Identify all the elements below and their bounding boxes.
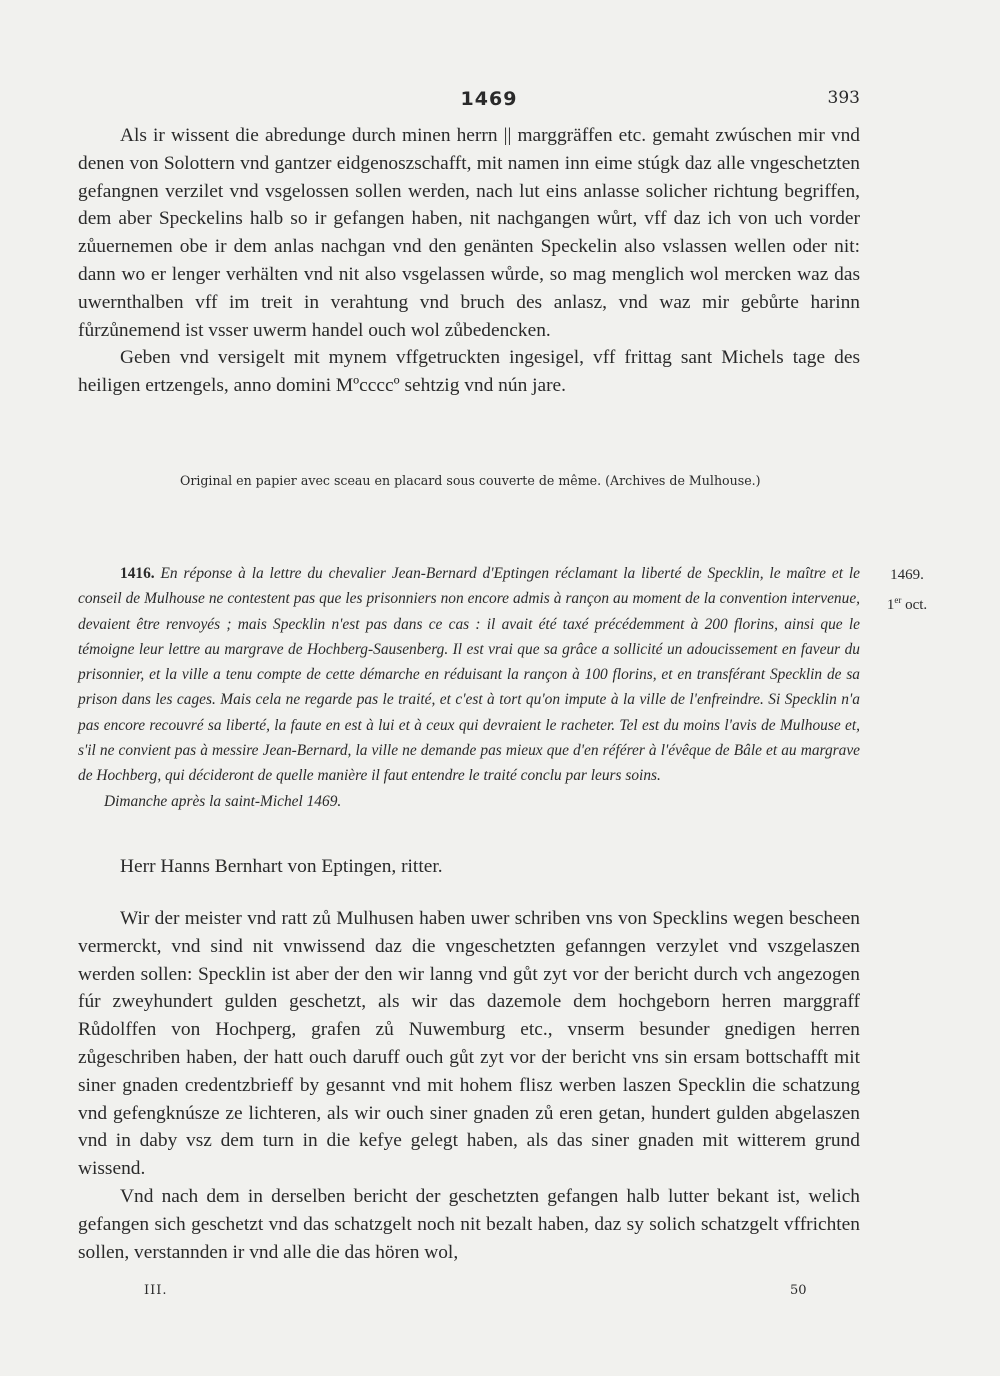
letter-2-paragraph: Vnd nach dem in derselben bericht der geschetzten gefangen halb lutter bekant ist, welich gefangen sich geschetzt vnd das schatzgelt noch nit bezalt haben, daz sy solich schatzgelt vffrichten sollen, verstannden ir vnd alle die das hören wol, bbox=[78, 1185, 860, 1263]
letter-2-paragraph: Wir der meister vnd ratt zů Mulhusen haben uwer schriben vns von Specklins wegen bescheen vermerckt, vnd sind nit vnwissend daz die vngeschetzten gefanngen verzylet vnd vszgelaszen werden sollen: Specklin ist aber der den wir lanng vnd gůt zyt vor der bericht durch vch angezogen fúr zweyhundert gulden geschetzt, als wir das dazemole dem hochgeborn herren marggraff Růdolffen von Hochperg, grafen zů Nuwemburg etc., vnserm besunder gnedigen herren zůgeschriben haben, der hatt ouch daruff ouch gůt zyt vor der bericht vns sin ersam bottschafft mit siner gnaden credentzbrieff by gesannt vnd mit hohem flisz werben laszen Specklin die schatzung vnd gefengknúsze ze lichteren, als wir ouch siner gnaden zů eren getan, hundert gulden abgelaszen vnd in daby vsz dem turn in die kefye gelegt haben, als das siner gnaden mit witterem grund wissend. bbox=[78, 908, 860, 1180]
header-year: 1469 bbox=[460, 88, 518, 110]
margin-year: 1469. bbox=[890, 567, 924, 583]
volume-mark: III. bbox=[144, 1283, 168, 1298]
letter-1-body bbox=[78, 122, 860, 400]
document-number: 1416. bbox=[120, 565, 155, 582]
letter-1-paragraph: Geben vnd versigelt mit mynem vffgetruckten ingesigel, vff frittag sant Michels tage des heiligen ertzengels, anno domini Mºccccº sehtzig vnd nún jare. bbox=[78, 347, 860, 397]
margin-day-suffix: er bbox=[894, 595, 902, 605]
summary-date-line: Dimanche après la saint-Michel 1469. bbox=[104, 792, 342, 810]
page-number: 393 bbox=[827, 88, 860, 108]
source-note: Original en papier avec sceau en placard sous couverte de même. (Archives de Mulhouse.) bbox=[180, 473, 761, 488]
signature-mark: 50 bbox=[790, 1283, 807, 1298]
running-header bbox=[118, 86, 860, 116]
summary-text: En réponse à la lettre du chevalier Jean-Bernard d'Eptingen réclamant la liberté de Specklin, le maître et le conseil de Mulhouse ne contestent pas que les prisonniers non encore admis à rançon au moment de la convention intervenue, devaient être renvoyés ; mais Specklin n'est pas dans ce cas : il avait été taxé précédemment à 200 florins, ainsi que le témoigne leur lettre au margrave de Hochberg-Sausenberg. Il est vrai que sa grâce a sollicité un adoucissement en faveur du prisonnier, et la ville a tenu compte de cette démarche en réduisant la rançon à 100 florins, et en transférant Specklin de sa prison dans les cages. Mais cela ne regarde pas le traité, et c'est à tort qu'on impute à la ville de l'enfreindre. Si Specklin n'a pas encore recouvré sa liberté, la faute en est à lui et à ceux qui devraient le racheter. Tel est du moins l'avis de Mulhouse et, s'il ne convient pas à messire Jean-Bernard, la ville ne demande pas mieux que d'en référer à l'évêque de Bâle et au margrave de Hochberg, qui décideront de quelle manière il faut entendre le traité conclu par leurs soins. bbox=[78, 565, 860, 785]
margin-month: oct. bbox=[905, 597, 928, 613]
summary-paragraph bbox=[78, 561, 860, 789]
margin-day-month bbox=[872, 588, 942, 618]
document-summary bbox=[78, 561, 860, 814]
letter-2-body bbox=[78, 905, 860, 1266]
letter-1-paragraph: Als ir wissent die abredunge durch minen herrn || marggräffen etc. gemaht zwúschen mir vnd denen von Solottern vnd gantzer eidgenoszschafft, mit namen inn eime stúgk daz alle vngeschetzten gefangnen verzilet vnd vsgelossen sollen werden, nach lut eins anlasse solicher richtung begriffen, dem aber Speckelins halb so ir gefangen haben, nit nachgangen wůrt, vff daz ich von uch vorder zůuernemen obe ir dem anlas nachgan vnd den genänten Speckelin also vslassen wellen oder nit: dann wo er lenger verhälten vnd nit also vsgelassen wůrde, so mag menglich wol mercken waz das uwernthalben vff im treit in verahtung vnd bruch des anlasz, vnd waz mir gebůrte harinn fůrzůnemend ist vsser uwerm handel ouch wol zůbedencken. bbox=[78, 125, 860, 341]
margin-day: 1 bbox=[886, 597, 895, 613]
letter-2-address: Herr Hanns Bernhart von Eptingen, ritter. bbox=[120, 856, 443, 877]
margin-date-note bbox=[872, 563, 942, 618]
